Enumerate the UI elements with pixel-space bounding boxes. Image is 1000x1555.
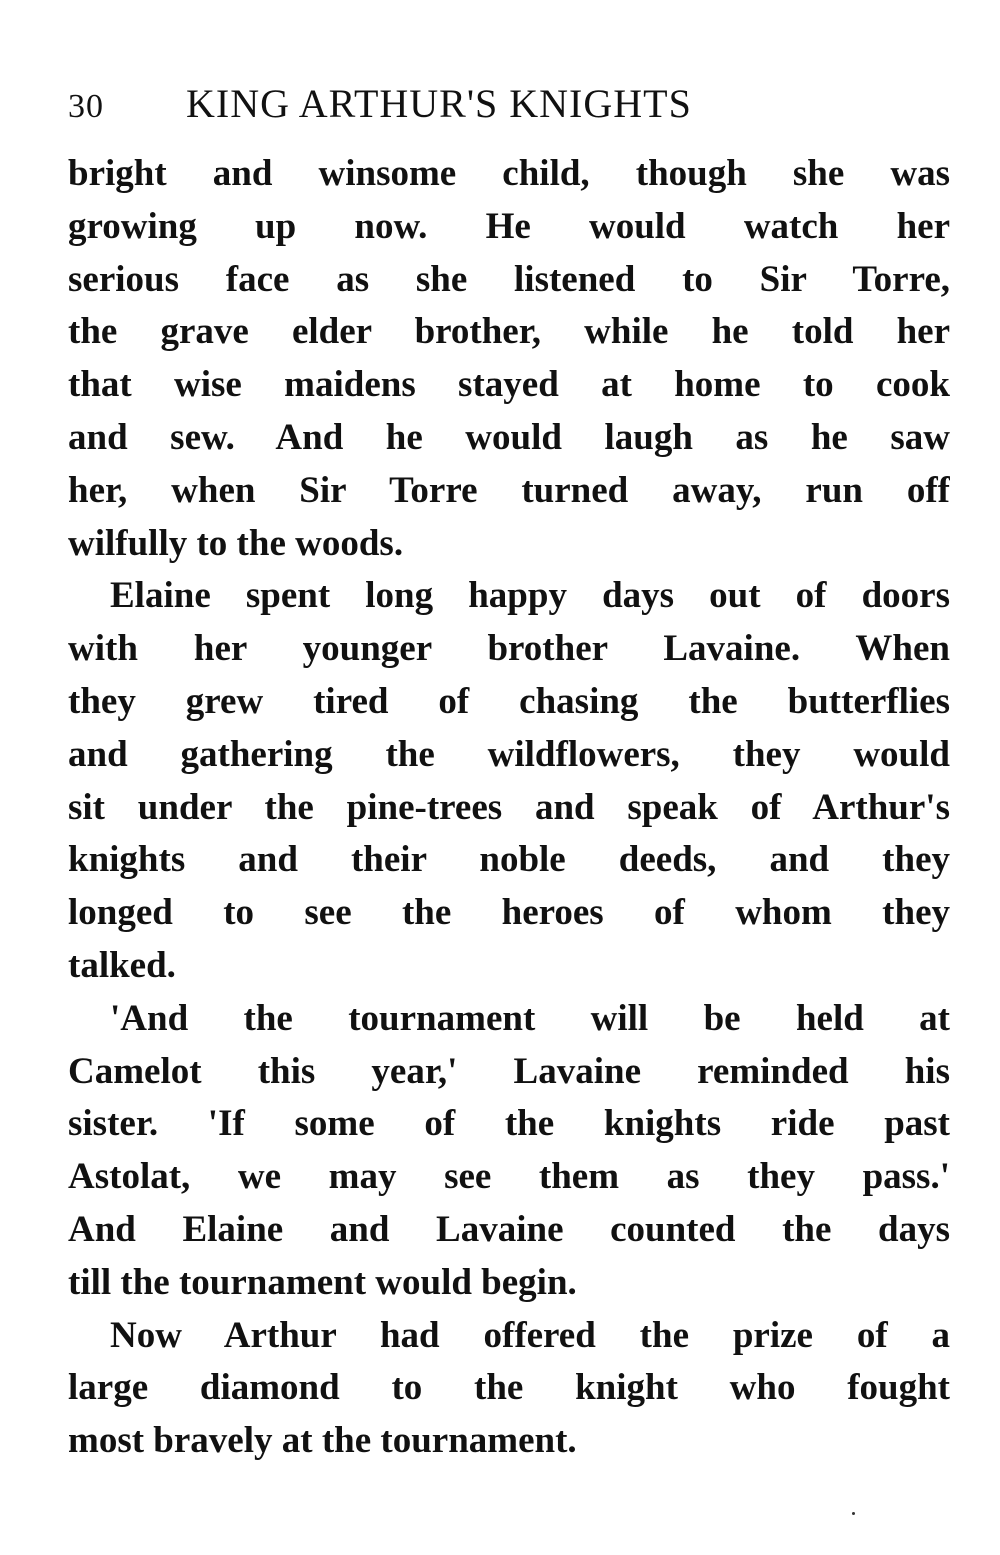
text-line: bright and winsome child, though she was: [68, 153, 950, 194]
text-line: most bravely at the tournament.: [68, 1420, 577, 1462]
text-line: Elaine spent long happy days out of doors: [110, 575, 950, 617]
text-line: and sew. And he would laugh as he saw: [68, 416, 950, 458]
body-text: [68, 148, 950, 1468]
text-line: growing up now. He would watch her: [68, 205, 950, 247]
text-line: Astolat, we may see them as they pass.': [68, 1156, 950, 1198]
text-line: 'And the tournament will be held at: [110, 997, 950, 1039]
paragraph: [68, 1310, 950, 1468]
running-title: KING ARTHUR'S KNIGHTS: [186, 81, 692, 126]
text-line: And Elaine and Lavaine counted the days: [68, 1208, 950, 1250]
text-line: sister. 'If some of the knights ride past: [68, 1103, 950, 1145]
text-line: large diamond to the knight who fought: [68, 1367, 950, 1409]
text-line: with her younger brother Lavaine. When: [68, 628, 950, 670]
paragraph: [68, 570, 950, 992]
text-line: Now Arthur had offered the prize of a: [110, 1314, 950, 1356]
text-line: sit under the pine-trees and speak of Arthur's: [68, 786, 950, 828]
print-speck: [852, 1512, 855, 1515]
text-line: Camelot this year,' Lavaine reminded his: [68, 1050, 950, 1092]
text-line: serious face as she listened to Sir Torre,: [68, 258, 950, 300]
book-page: [68, 76, 950, 1468]
text-line: talked.: [68, 944, 176, 986]
text-line: knights and their noble deeds, and they: [68, 839, 950, 881]
text-line: the grave elder brother, while he told her: [68, 311, 950, 353]
text-line: wilfully to the woods.: [68, 522, 404, 564]
text-line: and gathering the wildflowers, they would: [68, 733, 950, 775]
text-line: they grew tired of chasing the butterflies: [68, 680, 950, 722]
text-line: longed to see the heroes of whom they: [68, 892, 950, 934]
paragraph: [68, 148, 950, 570]
page-number: 30: [68, 88, 104, 125]
paragraph: [68, 993, 950, 1310]
text-line: that wise maidens stayed at home to cook: [68, 364, 950, 406]
text-line: her, when Sir Torre turned away, run off: [68, 469, 950, 511]
running-head: [68, 76, 950, 132]
text-line: till the tournament would begin.: [68, 1261, 577, 1303]
